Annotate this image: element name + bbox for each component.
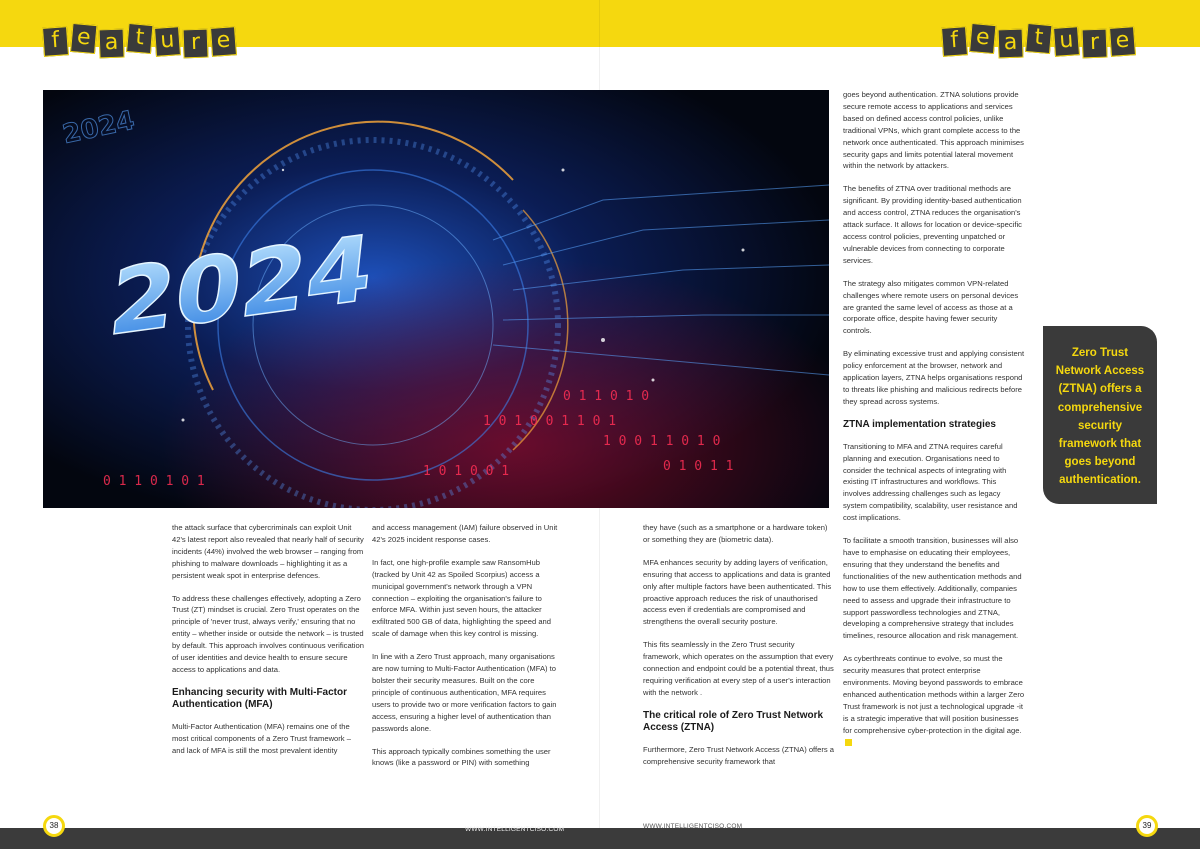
hero-2024-text: 2024	[104, 215, 379, 358]
svg-text:0 1 0 1 1: 0 1 0 1 1	[663, 459, 734, 474]
logo-tile: r	[1082, 29, 1108, 59]
body-paragraph: Furthermore, Zero Trust Network Access (ZTNA) offers a comprehensive security framework that	[643, 744, 835, 766]
logo-tile: u	[1053, 26, 1080, 57]
feature-logo-right	[942, 24, 1135, 56]
logo-tile: f	[42, 26, 69, 57]
body-paragraph: goes beyond authentication. ZTNA solutions provide secure remote access to applications and services based on defined access control policies, unlike traditional VPNs, which grant complete access to the network once authenticated. This approach minimises security gaps and limits potential lateral movement within the network by attackers.	[843, 90, 1024, 171]
body-paragraph: By eliminating excessive trust and applying consistent policy enforcement at the browser, network and application layers, ZTNA helps organisations respond to threats like phishing and malicious redirects before they spread across systems.	[843, 349, 1025, 406]
logo-tile: t	[1025, 23, 1052, 54]
body-paragraph: To address these challenges effectively, adopting a Zero Trust (ZT) mindset is crucial. Zero Trust operates on the principle of 'never trust, always verify,' ensuring that no entity – whether inside or outside the network – is trusted by default. This approach involves continuous verification of user identities and device health to ensure secure access to applications and data.	[172, 593, 364, 674]
body-paragraph: The strategy also mitigates common VPN-related challenges where remote users on personal devices are granted the same level of access as those at a corporate office, despite having fewer security controls.	[843, 278, 1019, 336]
page-number-left: 38	[43, 815, 65, 837]
section-heading: ZTNA implementation strategies	[843, 418, 996, 430]
body-paragraph: This approach typically combines something the user knows (like a password or PIN) with something	[372, 746, 551, 768]
logo-tile: a	[99, 29, 125, 59]
body-paragraph: In line with a Zero Trust approach, many organisations are now turning to Multi-Factor Authentication (MFA) to bolster their security measures. Built on the core principle of continuous authentication, MFA requires users to provide two or more verification factors to gain access, ensuring a higher level of authentication than passwords alone.	[372, 652, 557, 733]
svg-text:0 1 1 0 1 0 1: 0 1 1 0 1 0 1	[103, 474, 205, 489]
body-paragraph: the attack surface that cybercriminals can exploit Unit 42's latest report also revealed that nearly half of security incidents (44%) involved the web browser – ranging from phishing to malware downloads – highlighting it as a persistent weak spot in enterprise defences.	[172, 523, 364, 580]
article-column-2	[372, 522, 564, 780]
bottom-dark-bar	[0, 828, 1200, 849]
body-paragraph: Transitioning to MFA and ZTNA requires careful planning and execution. Organisations need to consider the technical aspects of integrating with existing IT infrastructures and workflows. This involves addressing challenges such as legacy system compatibility, scalability, user resistance and cost implications.	[843, 441, 1018, 523]
article-column-1	[172, 522, 364, 768]
svg-text:0 1 1 0 1 0: 0 1 1 0 1 0	[563, 389, 650, 404]
end-of-article-marker	[845, 739, 852, 746]
article-column-3	[643, 522, 834, 779]
svg-text:1 0 1 0 0 1 1 0 1: 1 0 1 0 0 1 1 0 1	[483, 414, 617, 429]
body-paragraph: To facilitate a smooth transition, businesses will also have to emphasise on educating their employees, ensuring that they understand the benefits and functionalities of the new authentication methods and how to use them effectively. Additionally, companies need to assess and upgrade their infrastructure to support passwordless technologies and ZTNA, developing a comprehensive strategy that includes timelines, resource allocation and risk management.	[843, 536, 1022, 641]
logo-tile: t	[126, 23, 153, 54]
body-paragraph: In fact, one high-profile example saw RansomHub (tracked by Unit 42 as Spoiled Scorpius) access a municipal government's network through a VPN connection – exploiting the organisation's failure to enforce MFA. Within just seven hours, the attacker exfiltrated 500 GB of data, highlighting the speed and scale of damage when this key control is missing.	[372, 557, 552, 639]
footer-website-link-right[interactable]: WWW.INTELLIGENTCISO.COM	[643, 823, 743, 830]
page-number-right: 39	[1136, 815, 1158, 837]
svg-text:1 0 1 0 0 1: 1 0 1 0 0 1	[423, 464, 510, 479]
svg-text:1 0 0 1 1 0 1 0: 1 0 0 1 1 0 1 0	[603, 434, 721, 449]
hero-illustration	[43, 90, 829, 508]
body-paragraph	[843, 653, 1025, 748]
logo-tile: e	[1109, 26, 1136, 57]
body-paragraph: MFA enhances security by adding layers of verification, ensuring that access to applications and data is granted only after multiple factors have been authenticated. This proactive approach reduces the risk of unauthorised access even if credentials are compromised and strengthens the overall security posture.	[643, 557, 832, 627]
hero-corner-2024: 2024	[60, 105, 138, 151]
body-paragraph: This fits seamlessly in the Zero Trust security framework, which operates on the assumption that every connection and endpoint could be a potential threat, thus requiring verification at every step of a user's interaction with the network .	[643, 640, 834, 697]
logo-tile: e	[70, 23, 97, 54]
body-paragraph: and access management (IAM) failure observed in Unit 42's 2025 incident response cases.	[372, 523, 558, 544]
logo-tile: e	[210, 26, 237, 57]
pull-quote: Zero Trust Network Access (ZTNA) offers a comprehensive security framework that goes beyond authentication.	[1043, 326, 1157, 504]
logo-tile: e	[969, 23, 996, 54]
section-heading: The critical role of Zero Trust Network Access (ZTNA)	[643, 709, 824, 733]
feature-logo-left	[43, 24, 236, 56]
article-column-4	[843, 89, 1025, 760]
logo-tile: f	[941, 26, 968, 57]
logo-tile: a	[998, 29, 1024, 59]
body-paragraph: The benefits of ZTNA over traditional methods are significant. By providing identity-based authentication and access control, ZTNA reduces the organisation's attack surface. It allows for location or device-specific access control policies, preventing unpatched or vulnerable devices from connecting to corporate services.	[843, 184, 1022, 265]
logo-tile: u	[154, 26, 181, 57]
footer-website-link-left[interactable]: WWW.INTELLIGENTCISO.COM	[465, 826, 565, 833]
body-paragraph: they have (such as a smartphone or a hardware token) or something they are (biometric data).	[643, 523, 828, 544]
closing-paragraph-text: As cyberthreats continue to evolve, so must the security measures that protect enterprise environments. Moving beyond passwords to embrace enhanced authentication methods within a larger Zero Trust framework is not just a technological upgrade -it is a strategic imperative that will position businesses for comprehensive cyber-protection in the digital age.	[843, 654, 1025, 735]
hero-image-cyber-2024	[43, 90, 829, 508]
section-heading: Enhancing security with Multi-Factor Authentication (MFA)	[172, 686, 348, 710]
logo-tile: r	[183, 29, 209, 59]
body-paragraph: Multi-Factor Authentication (MFA) remains one of the most critical components of a Zero Trust framework – and lack of MFA is still the most prevalent identity	[172, 721, 351, 755]
